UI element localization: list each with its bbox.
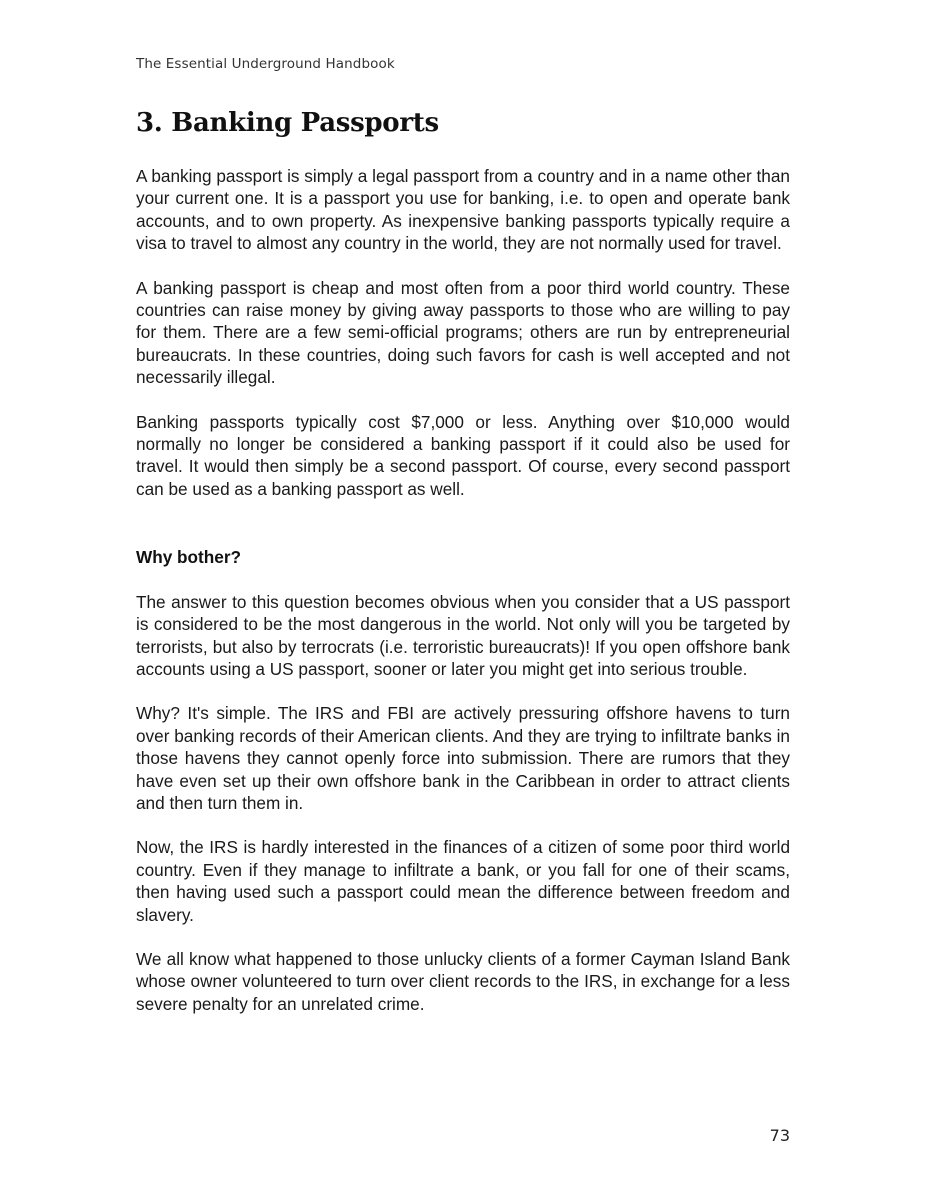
paragraph-cost: Banking passports typically cost $7,000 or less. Anything over $10,000 would normally no longer be considered a banking passport if it could also be used for travel. It would then simply be a second passport. Of course, every second passport can be used as a banking passport as well. bbox=[136, 411, 790, 499]
paragraph-why: Why? It's simple. The IRS and FBI are actively pressuring offshore havens to turn over banking records of their American clients. And they are trying to infiltrate banks in those havens they cannot openly force into submission. There are rumors that they have even set up their own offshore bank in the Caribbean in order to attract clients and then turn them in. bbox=[136, 703, 790, 813]
paragraph-answer: The answer to this question becomes obvious when you consider that a US passport is considered to be the most dangerous in the world. Not only will you be targeted by terrorists, but also by terrocrats (i.e. terroristic bureaucrats)! If you open offshore bank accounts using a US passport, sooner or later you might get into serious trouble. bbox=[136, 591, 790, 679]
body-content bbox=[136, 165, 790, 1037]
paragraph-irs-interest: Now, the IRS is hardly interested in the finances of a citizen of some poor third world country. Even if they manage to infiltrate a bank, or you fall for one of their scams, then having used such a passport could mean the difference between freedom and slavery. bbox=[136, 837, 790, 925]
page-number: 73 bbox=[769, 1126, 790, 1145]
running-header: The Essential Underground Handbook bbox=[136, 56, 395, 72]
chapter-title: 3. Banking Passports bbox=[136, 108, 439, 138]
section-heading: Why bother? bbox=[136, 547, 242, 568]
paragraph-origin: A banking passport is cheap and most often from a poor third world country. These countries can raise money by giving away passports to those who are willing to pay for them. There are a few semi-official programs; others are run by entrepreneurial bureaucrats. In these countries, doing such favors for cash is well accepted and not necessarily illegal. bbox=[136, 277, 790, 388]
paragraph-definition: A banking passport is simply a legal passport from a country and in a name other than your current one. It is a passport you use for banking, i.e. to open and operate bank accounts, and to own property. As inexpensive banking passports typically require a visa to travel to almost any country in the world, they are not normally used for travel. bbox=[136, 166, 790, 254]
paragraph-cayman: We all know what happened to those unlucky clients of a former Cayman Island Bank whose owner volunteered to turn over client records to the IRS, in exchange for a less severe penalty for an unrelated crime. bbox=[136, 948, 790, 1014]
